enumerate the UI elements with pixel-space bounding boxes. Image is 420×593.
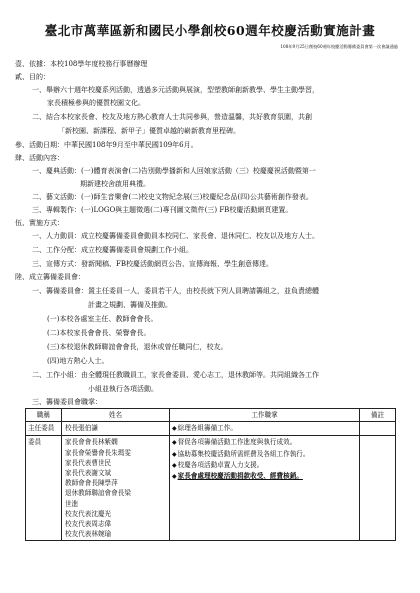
member-name: 校友代表沈慶光 — [65, 509, 112, 518]
duties-cell — [170, 436, 360, 541]
table-header-row — [26, 409, 396, 422]
member-name: 家長會榮譽會長朱瑪雯 — [65, 448, 131, 457]
member-name: 退休教師聯誼會會長梁 — [65, 489, 131, 498]
duty-item: ◆綜理各組籌備工作。 — [172, 424, 237, 433]
section-heading-implementation: 伍、實施方式： — [15, 219, 64, 227]
content-item-2: 二、藝文活動：(一)師生音樂會(二)校史文物紀念展(三)校慶紀念品(四)公共藝術創作發表。 — [32, 193, 313, 201]
duty-item: ◆校慶各項活動卓置人力支援。 — [172, 460, 264, 469]
diamond-bullet-icon: ◆ — [172, 439, 177, 447]
implementation-item-3: 三、宣傳方式：發新聞稿、FB校慶活動網頁公告、宣傳海報、學生創意傳達。 — [32, 260, 273, 268]
purpose-item-2-cont: 「新校園、新課程、新甲子」優質卓越的嶄新教育里程碑。 — [58, 127, 240, 135]
header-name: 姓名 — [62, 409, 170, 422]
basis-line: 壹、依據：本校108學年度校務行事曆辦理 — [15, 60, 148, 68]
committee-item-2-cont: 小組並執行各項活動。 — [88, 385, 158, 393]
remark-cell — [360, 422, 396, 436]
diamond-bullet-icon: ◆ — [172, 450, 177, 458]
committee-member-2: (二)本校家長會會長、榮譽會長。 — [47, 329, 151, 337]
role-cell: 委員 — [26, 436, 62, 541]
table-row — [26, 436, 396, 541]
duty-item-highlight: ◆家長會處理校慶活動捐款收受、經費核銷。 — [172, 472, 303, 481]
member-name: 世進 — [65, 499, 79, 508]
purpose-item-1-cont: 家長積極參與的優質校園文化。 — [47, 99, 145, 107]
diamond-bullet-icon: ◆ — [172, 425, 177, 433]
header-title: 職稱 — [26, 409, 62, 422]
approval-note: 108年9月25日創校60週年校慶活動籌備委員會第一次會議通過 — [280, 44, 398, 49]
remark-cell — [360, 436, 396, 541]
implementation-item-1: 一、人力動員：成立校慶籌備委員會動員本校同仁、家長會、退休同仁、校友以及地方人士。 — [32, 232, 319, 240]
committee-duty-table — [25, 408, 396, 541]
committee-item-1-cont: 計畫之規劃、籌備及推動。 — [88, 301, 172, 309]
diamond-bullet-icon: ◆ — [172, 461, 177, 469]
diamond-bullet-icon: ◆ — [172, 473, 177, 481]
committee-item-2: 二、工作小組：由全體現任教職員工，家長會委員、愛心志工，退休教師等。共同組織各工作 — [32, 371, 319, 379]
member-name: 家長代表謝文斌 — [65, 469, 112, 478]
duty-item: ◆協助募集校慶活動所需經費及各組工作執行。 — [172, 449, 310, 458]
implementation-item-2: 二、工作分配：成立校慶籌備委員會規劃工作小組。 — [32, 246, 193, 254]
content-item-1: 一、慶典活動：(一)體育表演會(二)告別動學播新和人回娘家活動（三）校慶慶祝活動暨第一 — [32, 167, 316, 175]
header-remark: 備註 — [360, 409, 396, 422]
names-cell — [62, 422, 170, 436]
member-name: 校長張伯謙 — [65, 424, 98, 433]
activity-dates-line: 參、活動日期：中華民國108年9月至中華民國109年6月。 — [15, 141, 198, 149]
names-cell — [62, 436, 170, 541]
duties-cell — [170, 422, 360, 436]
member-name: 家長會會長林紫嫻 — [65, 438, 118, 447]
committee-item-1: 一、籌備委員會：置主任委員一人，委員若干人，由校長就下列人員聘請籌組之，並負責總體 — [32, 287, 319, 295]
member-name: 校友代表周志偉 — [65, 520, 112, 529]
header-duty: 工作職掌 — [170, 409, 360, 422]
table-row — [26, 422, 396, 436]
purpose-item-1: 一、舉辦六十週年校慶系列活動，透過多元活動與展演，型塑教師創新教學、學生主動學習， — [32, 86, 319, 94]
role-cell: 主任委員 — [26, 422, 62, 436]
content-item-3: 三、專輯製作：(一)LOGO與主題徵選(二)專刊圖文徵件(三) FB校慶活動網頁建置。 — [32, 206, 293, 214]
duty-item: ◆督促各項籌備活動工作進度與執行成效。 — [172, 438, 297, 447]
section-heading-committee: 陸、成立籌備委員會： — [15, 273, 85, 281]
committee-member-3: (三)本校退休教師聯誼會會長，退休或曾任職同仁，校友。 — [47, 343, 228, 351]
committee-member-4: (四)地方熱心人士。 — [47, 357, 109, 365]
purpose-item-2: 二、結合本校家長會、校友及地方熱心教育人士共同參與，營造溫馨，共好教育氛圍，共創 — [32, 113, 312, 121]
member-name: 教師會會長陳學萍 — [65, 479, 118, 488]
document-title: 臺北市萬華區新和國民小學創校60週年校慶活動實施計畫 — [44, 23, 376, 38]
committee-item-3: 三、籌備委員會職掌： — [32, 398, 102, 406]
section-heading-purpose: 貳、目的： — [15, 73, 50, 81]
member-name: 校友代表林婉瑜 — [65, 530, 112, 539]
content-item-1-cont: 期新建校舍啟用典禮。 — [80, 180, 150, 188]
committee-member-1: (一)本校各處室主任、教師會會長。 — [47, 315, 158, 323]
member-name: 家長代表曹世民 — [65, 458, 112, 467]
section-heading-content: 肆、活動內容： — [15, 154, 64, 162]
